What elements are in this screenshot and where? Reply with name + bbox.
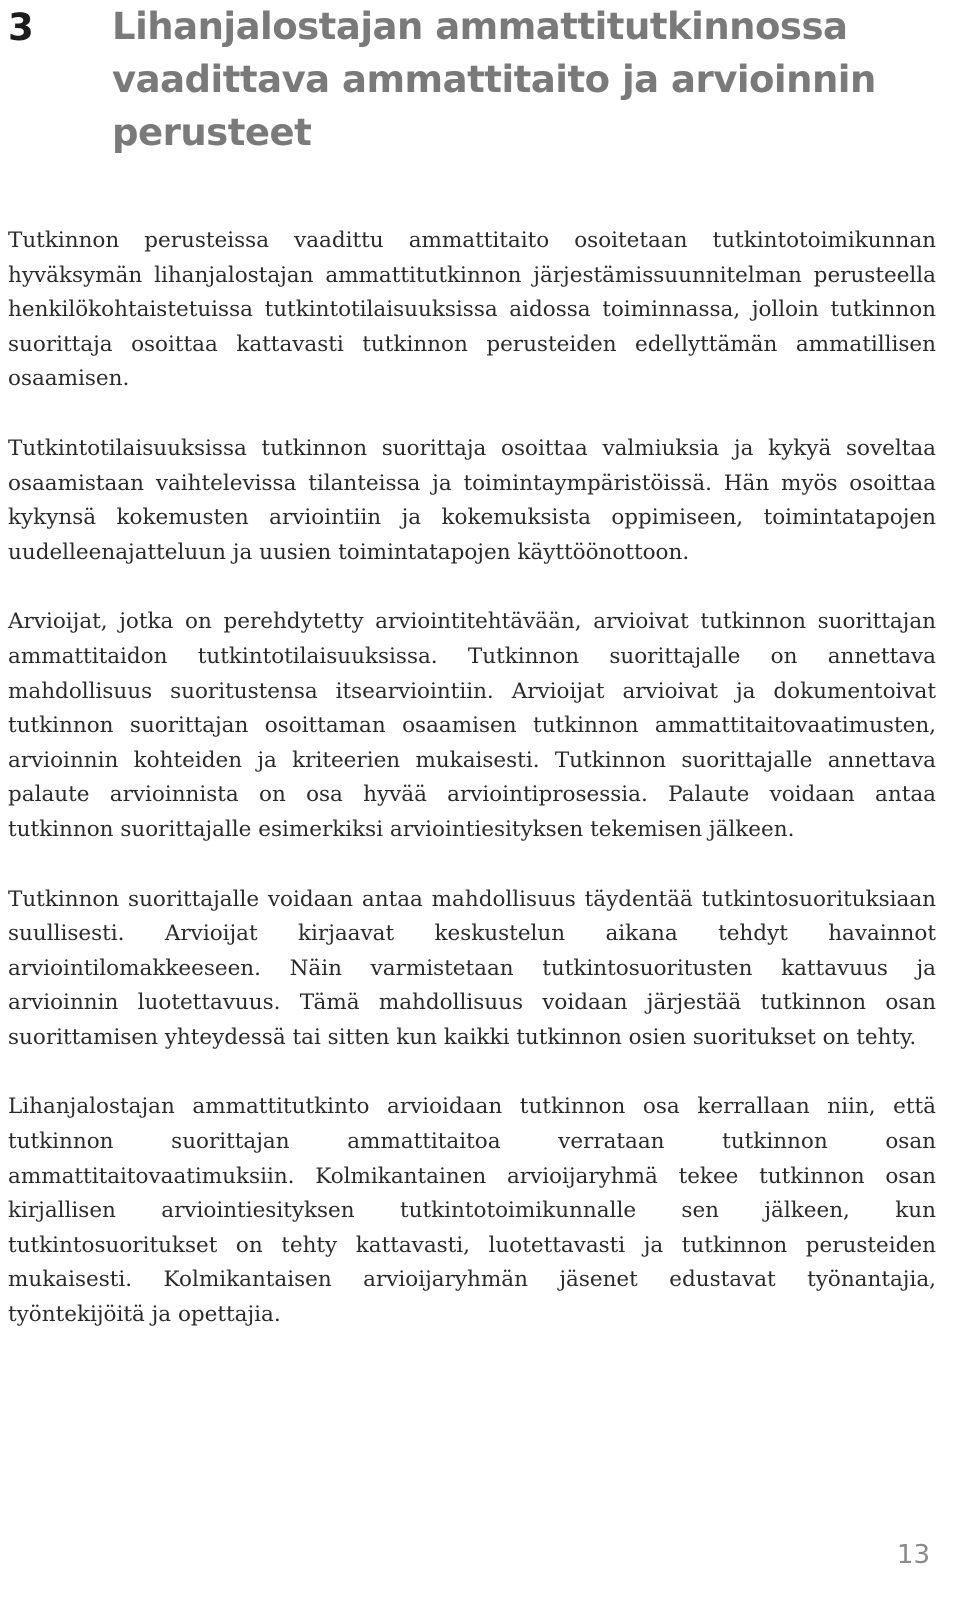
paragraph: Tutkinnon perusteissa vaadittu ammattitaito osoitetaan tutkintotoimikunnan hyväksymän lihanjalostajan ammattitutkinnon järjestämissuunnitelman perusteella henkilökohtaistetuissa tutkintotilaisuuksissa aidossa toiminnassa, jolloin tutkinnon suorittaja osoittaa kattavasti tutkinnon perusteiden edellyttämän ammatillisen osaamisen. (8, 228, 936, 392)
body-text (8, 224, 936, 1368)
paragraph: Tutkintotilaisuuksissa tutkinnon suorittaja osoittaa valmiuksia ja kykyä soveltaa osaamistaan vaihtelevissa tilanteissa ja toimintaympäristöissä. Hän myös osoittaa kykynsä kokemusten arviointiin ja kokemuksista oppimiseen, toimintatapojen uudelleenajatteluun ja uusien toimintatapojen käyttöönottoon. (8, 435, 936, 565)
paragraph: Arvioijat, jotka on perehdytetty arviointitehtävään, arvioivat tutkinnon suorittajan ammattitaidon tutkintotilaisuuksissa. Tutkinnon suorittajalle on annettava mahdollisuus suoritustensa itsearviointiin. Arvioijat arvioivat ja dokumentoivat tutkinnon suorittajan osoittaman osaamisen tutkinnon ammattitaitovaatimusten, arvioinnin kohteiden ja kriteerien mukaisesti. Tutkinnon suorittajalle annettava palaute arvioinnista on osa hyvää arviointiprosessia. Palaute voidaan antaa tutkinnon suorittajalle esimerkiksi arviointiesityksen tekemisen jälkeen. (8, 609, 936, 842)
paragraph: Lihanjalostajan ammattitutkinto arvioidaan tutkinnon osa kerrallaan niin, että tutkinnon suorittajan ammattitaitoa verrataan tutkinnon osan ammattitaitovaatimuksiin. Kolmikantainen arvioijaryhmä tekee tutkinnon osan kirjallisen arviointiesityksen tutkintotoimikunnalle sen jälkeen, kun tutkintosuoritukset on tehty kattavasti, luotettavasti ja tutkinnon perusteiden mukaisesti. Kolmikantaisen arvioijaryhmän jäsenet edustavat työnantajia, työntekijöitä ja opettajia. (8, 1094, 936, 1328)
page-number: 13 (896, 1540, 930, 1570)
paragraph: Tutkinnon suorittajalle voidaan antaa mahdollisuus täydentää tutkintosuorituksiaan suullisesti. Arvioijat kirjaavat keskustelun aikana tehdyt havainnot arviointilomakkeeseen. Näin varmistetaan tutkintosuoritusten kattavuus ja arvioinnin luotettavuus. Tämä mahdollisuus voidaan järjestää tutkinnon osan suorittamisen yhteydessä tai sitten kun kaikki tutkinnon osien suoritukset on tehty. (8, 886, 936, 1050)
chapter-number: 3 (8, 6, 34, 49)
chapter-title: Lihanjalostajan ammattitutkinnossa vaadittava ammattitaito ja arvioinnin perusteet (112, 5, 876, 154)
